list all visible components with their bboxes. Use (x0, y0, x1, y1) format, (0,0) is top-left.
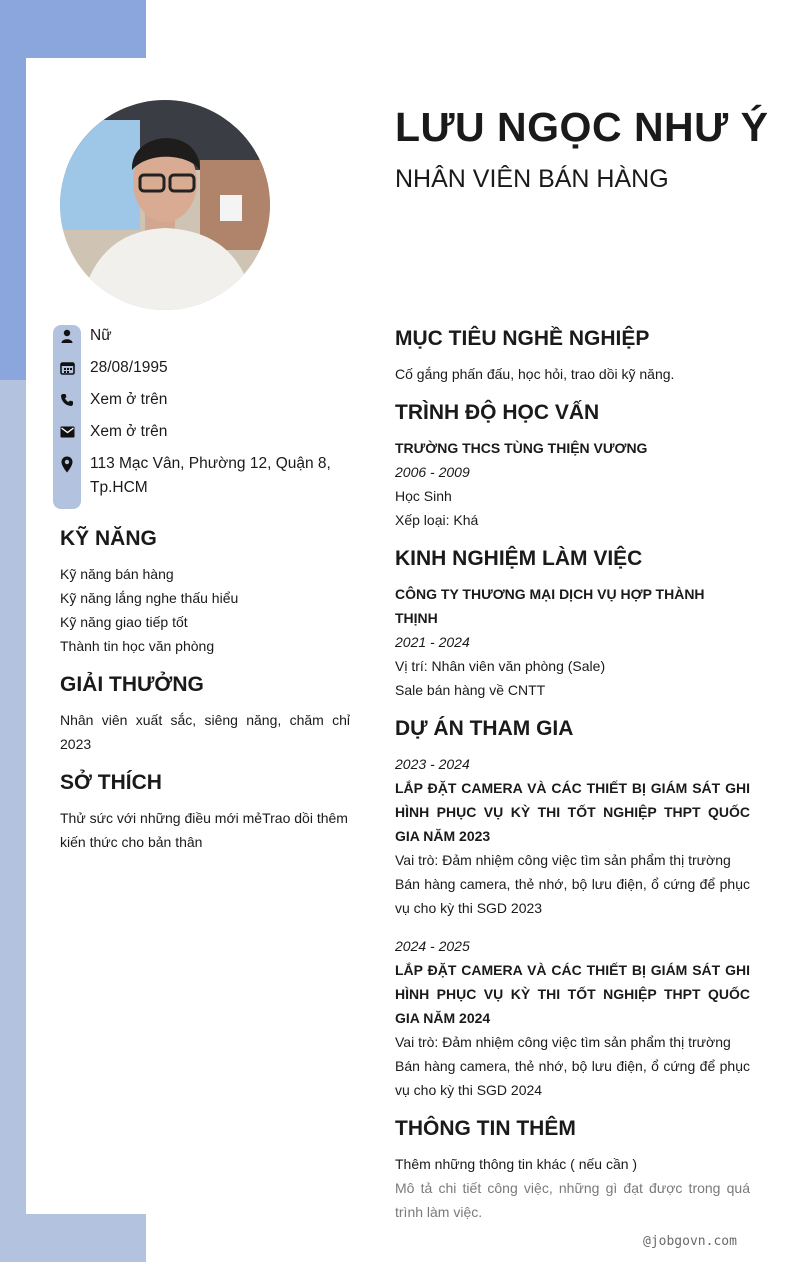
email-value: Xem ở trên (90, 423, 168, 440)
company-name: CÔNG TY THƯƠNG MẠI DỊCH VỤ HỢP THÀNH THỊNH (395, 586, 705, 626)
hobbies-section (60, 768, 350, 854)
contact-dob (53, 356, 353, 380)
decor-strip-left (0, 380, 26, 1262)
hobbies-text: Thử sức với những điều mới mẻTrao dồi thêm kiến thức cho bản thân (60, 810, 348, 850)
project-period: 2024 - 2025 (395, 938, 470, 954)
gender-value: Nữ (90, 327, 112, 344)
skill-item: Thành tin học văn phòng (60, 638, 215, 654)
phone-value: Xem ở trên (90, 391, 168, 408)
location-pin-icon (53, 452, 81, 476)
projects-heading: DỰ ÁN THAM GIA (395, 717, 574, 740)
address-value: 113 Mạc Vân, Phường 12, Quận 8, Tp.HCM (90, 455, 331, 496)
education-section (395, 398, 750, 532)
experience-role: Vị trí: Nhân viên văn phòng (Sale) (395, 658, 606, 674)
contact-info (53, 324, 353, 508)
award-text: Nhân viên xuất sắc, siêng năng, chăm chỉ 2023 (60, 712, 350, 752)
person-icon (53, 324, 81, 348)
awards-section (60, 670, 350, 756)
skill-item: Kỹ năng bán hàng (60, 566, 174, 582)
project-desc: Bán hàng camera, thẻ nhớ, bộ lưu điện, ổ cứng để phục vụ cho kỳ thi SGD 2024 (395, 1058, 750, 1098)
additional-line-2: Mô tả chi tiết công việc, những gì đạt được trong quá trình làm việc. (395, 1180, 750, 1220)
projects-section (395, 714, 750, 1102)
additional-section (395, 1114, 750, 1224)
contact-email (53, 420, 353, 444)
contact-phone (53, 388, 353, 412)
watermark: @jobgovn.com (643, 1234, 737, 1249)
dob-value: 28/08/1995 (90, 359, 168, 376)
project-name: LẮP ĐẶT CAMERA VÀ CÁC THIẾT BỊ GIÁM SÁT GHI HÌNH PHỤC VỤ KỲ THI TỐT NGHIỆP THPT QUỐC GIA NĂM 2024 (395, 962, 750, 1026)
job-title: NHÂN VIÊN BÁN HÀNG (395, 165, 669, 193)
additional-heading: THÔNG TIN THÊM (395, 1117, 576, 1140)
project-period: 2023 - 2024 (395, 756, 470, 772)
education-period: 2006 - 2009 (395, 464, 470, 480)
right-column (395, 324, 750, 1236)
experience-period: 2021 - 2024 (395, 634, 470, 650)
additional-line-1: Thêm những thông tin khác ( nếu cần ) (395, 1156, 638, 1172)
project-name: LẮP ĐẶT CAMERA VÀ CÁC THIẾT BỊ GIÁM SÁT GHI HÌNH PHỤC VỤ KỲ THI TỐT NGHIỆP THPT QUỐC GIA NĂM 2023 (395, 780, 750, 844)
objective-heading: MỤC TIÊU NGHỀ NGHIỆP (395, 327, 650, 350)
education-heading: TRÌNH ĐỘ HỌC VẤN (395, 401, 600, 424)
education-grade: Xếp loại: Khá (395, 512, 479, 528)
calendar-icon (53, 356, 81, 380)
phone-icon (53, 388, 81, 412)
education-major: Học Sinh (395, 488, 452, 504)
decor-block-bottom (0, 1214, 146, 1262)
mail-icon (53, 420, 81, 444)
candidate-name: LƯU NGỌC NHƯ Ý (395, 104, 769, 150)
project-role: Vai trò: Đảm nhiệm công việc tìm sản phẩm thị trường (395, 1034, 731, 1050)
avatar (60, 100, 270, 310)
awards-heading: GIẢI THƯỞNG (60, 673, 204, 696)
experience-heading: KINH NGHIỆM LÀM VIỆC (395, 547, 643, 570)
objective-section (395, 324, 750, 386)
project-desc: Bán hàng camera, thẻ nhớ, bộ lưu điện, ổ cứng để phục vụ cho kỳ thi SGD 2023 (395, 876, 750, 916)
project-item (395, 752, 750, 920)
hobbies-heading: SỞ THÍCH (60, 771, 162, 794)
contact-address (53, 452, 353, 500)
skills-heading: KỸ NĂNG (60, 527, 157, 550)
left-column (60, 524, 350, 866)
skill-item: Kỹ năng lắng nghe thấu hiểu (60, 590, 239, 606)
skill-item: Kỹ năng giao tiếp tốt (60, 614, 188, 630)
experience-desc: Sale bán hàng về CNTT (395, 682, 546, 698)
objective-text: Cố gắng phấn đấu, học hỏi, trao dồi kỹ năng. (395, 366, 675, 382)
project-role: Vai trò: Đảm nhiệm công việc tìm sản phẩm thị trường (395, 852, 731, 868)
skills-section (60, 524, 350, 658)
school-name: TRƯỜNG THCS TÙNG THIỆN VƯƠNG (395, 440, 648, 456)
project-item (395, 934, 750, 1102)
contact-gender (53, 324, 353, 348)
experience-section (395, 544, 750, 702)
